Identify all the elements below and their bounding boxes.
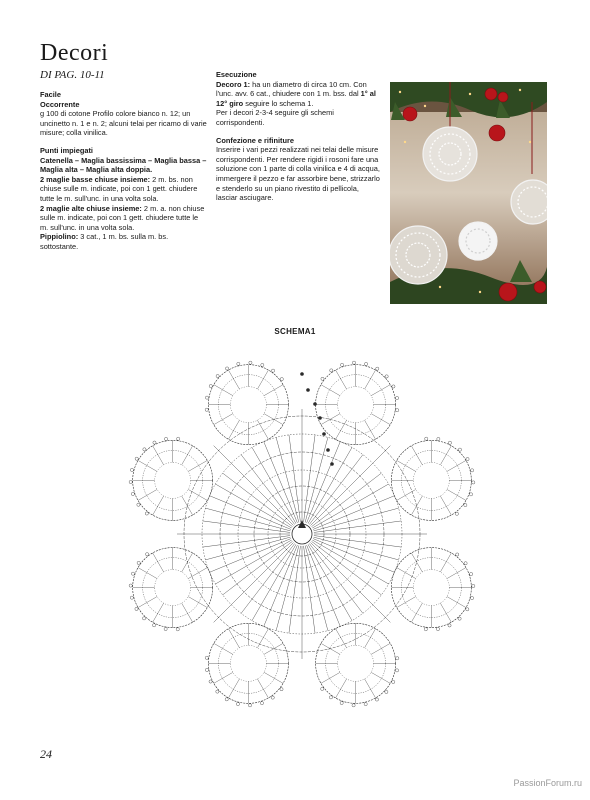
picot [396,657,399,660]
schema-label: SCHEMA1 [274,327,316,336]
difficulty-label: Facile [40,90,61,99]
decoro-paragraph [216,80,380,109]
picot [395,396,398,399]
petal-stitch [138,489,157,500]
petal-inner-row [155,462,191,498]
crochet-chart-svg [122,340,482,722]
stitch-post [304,546,315,633]
picot [225,698,228,701]
stitch-post [203,521,290,532]
picot [456,553,459,556]
stitch-post [309,544,363,614]
decoro-text-1: ha un diametro di circa 10 cm. Con l'unc. avv. 6 cat., chiudere con 1 m. bss. dal [216,79,367,99]
petal-stitch [182,446,193,465]
petal-stitch [321,414,340,425]
stitch-post [215,484,291,528]
petal-stitch [336,679,347,698]
stitch-post [312,540,388,584]
picot [209,680,212,683]
finish-heading: Confezione e rifiniture [216,135,295,145]
petal-stitch [411,446,422,465]
picot [249,361,252,364]
row-start-marker [306,388,310,392]
petal-stitch [182,553,193,572]
picot [470,596,473,599]
petal-stitch [188,460,207,471]
picot [216,374,219,377]
petal-stitch [138,568,157,579]
stitches-list: Catenella – Maglia bassissima – Maglia bassa – Maglia alta – Maglia alta doppia. [40,155,207,175]
picot [129,480,132,483]
picot [177,437,180,440]
petal-stitch [257,370,268,389]
petal-inner-row [230,387,266,423]
picot [236,702,239,705]
stitch-post [314,536,401,547]
petal-stitch [411,603,422,622]
picot [458,448,461,451]
picot [137,503,140,506]
stitch-def-2 [40,204,208,233]
picot [466,457,469,460]
picot [376,367,379,370]
picot [448,624,451,627]
petal-stitch [397,460,416,471]
picot [131,572,134,575]
petal-stitch [153,496,164,515]
petal-stitch [440,603,451,622]
picot [464,503,467,506]
picot [271,369,274,372]
picot [152,624,155,627]
stitch-post [312,541,382,595]
stitch-post [309,455,363,525]
decoro-text-3: Per i decori 2-3-4 seguire gli schemi corrispondenti. [216,108,334,127]
picot [135,457,138,460]
picot [472,481,475,484]
finish-text: Inserire i vari pezzi realizzati nei telai delle misure corrispondenti. Per rendere rigidi i rosoni fare una soluzione con 1 parte di colla vinilica e 4 di acqua, immergere il pezzo e far assorbire bene, strizzarlo e stenderlo su un piano rivestito di pellicola, lasciar asciugare. [216,145,380,203]
row-start-marker [313,402,317,406]
picot [261,363,264,366]
stitches-heading: Punti impiegati [40,145,93,155]
stitch-post [314,521,401,532]
stitch-post [241,544,295,614]
picot [164,627,167,630]
petal-stitch [264,385,283,396]
petal-stitch [371,643,390,654]
petal-stitch [365,629,376,648]
picot [352,704,355,707]
petal-stitch [264,643,283,654]
picot [375,698,378,701]
petal-stitch [153,603,164,622]
christmas-decor-photo [390,82,547,304]
picot [205,396,208,399]
petal-stitch [447,597,466,608]
picot [135,607,138,610]
petal-stitch [397,568,416,579]
picot [130,596,133,599]
stitch-post [241,455,295,525]
picot [385,690,388,693]
petal-stitch [397,597,416,608]
petal-stitch [264,672,283,683]
picot [137,561,140,564]
stitch-post [252,447,296,523]
right-text-column [216,70,380,203]
petal-inner-row [338,645,374,681]
picot [248,704,251,707]
picot [205,408,208,411]
picot [145,512,148,515]
petal-stitch [447,460,466,471]
photo-illustration [390,82,547,304]
petal-stitch [440,496,451,515]
stitch-def-3 [40,232,208,251]
petal-stitch [321,672,340,683]
picot [385,375,388,378]
picot [205,668,208,671]
petal-stitch [447,489,466,500]
exec-heading: Esecuzione [216,70,257,79]
picot [280,378,283,381]
stitch-post [312,473,382,527]
row-start-marker [318,416,322,420]
petal-stitch [397,489,416,500]
picot [352,361,355,364]
picot [436,627,439,630]
petal-stitch [257,420,268,439]
petal-stitch [371,385,390,396]
petal-stitch [257,629,268,648]
picot [146,553,149,556]
petal-stitch [321,385,340,396]
stitch-def-1-text: 2 m. bs. non chiuse sulle m. indicate, poi con 1 gett. chiudere tutte le m. sull'unc. in una volta sola. [40,174,198,203]
row-start-marker [322,432,326,436]
picot [209,384,212,387]
picot [321,687,324,690]
stitch-post [312,484,388,528]
picot [395,669,398,672]
picot [455,512,458,515]
petal-stitch [365,420,376,439]
petal-inner-row [230,645,266,681]
picot [464,562,467,565]
stitch-def-2-name: 2 maglie alte chiuse insieme: [40,203,142,213]
picot [458,617,461,620]
picot [392,385,395,388]
stitch-post [289,435,300,522]
petal-stitch [228,370,239,389]
picot [129,584,132,587]
picot [216,690,219,693]
row-start-marker [326,448,330,452]
petal-stitch [371,672,390,683]
picot [470,572,473,575]
picot [425,437,428,440]
left-text-column [40,90,208,252]
watermark: PassionForum.ru [513,778,582,788]
picot [469,493,472,496]
stitch-def-3-name: Pippiolino: [40,232,79,242]
petal-stitch [228,629,239,648]
picot [260,702,263,705]
picot [329,696,332,699]
stitch-post [308,447,352,523]
petal-stitch [182,603,193,622]
petal-stitch [138,597,157,608]
picot [142,617,145,620]
materials-heading: Occorrente [40,99,80,109]
petal-stitch [411,553,422,572]
petal-stitch [371,414,390,425]
stitch-post [215,540,291,584]
petal-stitch [411,496,422,515]
petal-stitch [214,672,233,683]
picot [143,448,146,451]
materials-text: g 100 di cotone Profilo colore bianco n. 12; un uncinetto n. 1 e n. 2; alcuni telai per ricamo di varie misure; colla vinilica. [40,109,207,138]
decoro-label: Decoro 1: [216,79,251,89]
decoro-range: 1° al 12° giro [216,89,376,108]
stitch-post [308,544,352,620]
stitch-post [252,544,296,620]
picot [131,492,134,495]
stitch-post [223,541,293,595]
petal-inner-row [155,570,191,606]
petal-stitch [365,370,376,389]
stitch-def-1-name: 2 maglie basse chiuse insieme: [40,174,151,184]
row-start-marker [330,462,334,466]
stitch-post [223,473,293,527]
petal-stitch [153,446,164,465]
decoro-text-2: seguire lo schema 1. [243,98,314,108]
petal-stitch [188,489,207,500]
stitch-post [203,536,290,547]
picot [448,441,451,444]
petal-stitch [138,460,157,471]
picot [466,608,469,611]
petal-stitch [336,370,347,389]
row-start-marker [300,372,304,376]
picot [271,696,274,699]
picot [280,688,283,691]
picot [340,363,343,366]
picot [176,628,179,631]
picot [424,628,427,631]
petal-stitch [182,496,193,515]
petal-stitch [153,553,164,572]
petal-stitch [440,553,451,572]
picot [471,469,474,472]
stitch-def-3-text: 3 cat., 1 m. bs. sulla m. bs. sottostante. [40,232,169,251]
petal-stitch [336,420,347,439]
picot [392,680,395,683]
picot [205,656,208,659]
petal-stitch [447,568,466,579]
stitch-def-2-text: 2 m. a. non chiuse sulle m. indicate, poi con 1 gett. chiudere tutte le m. sull'unc. in una volta sola. [40,203,205,232]
picot [237,362,240,365]
petal-stitch [214,414,233,425]
petal-inner-row [338,387,374,423]
page-title: Decori [40,40,109,66]
petal-stitch [336,629,347,648]
picot [321,377,324,380]
picot [472,584,475,587]
petal-stitch [188,568,207,579]
petal-stitch [264,414,283,425]
picot [153,441,156,444]
picot [130,468,133,471]
petal-inner-row [413,462,449,498]
petal-stitch [440,446,451,465]
stitch-def-1 [40,175,208,204]
petal-stitch [228,420,239,439]
petal-stitch [188,597,207,608]
stitch-post [289,546,300,633]
petal-stitch [214,643,233,654]
petal-stitch [228,679,239,698]
page-number: 24 [40,747,52,761]
picot [330,369,333,372]
picot [164,437,167,440]
petal-stitch [321,643,340,654]
petal-inner-row [413,570,449,606]
picot [396,409,399,412]
crochet-chart [122,340,482,722]
page-reference: DI PAG. 10-11 [40,69,105,81]
stitch-post [304,435,315,522]
picot [364,362,367,365]
picot [340,701,343,704]
petal-stitch [365,679,376,698]
picot [225,367,228,370]
picot [437,437,440,440]
picot [364,703,367,706]
petal-stitch [214,385,233,396]
petal-stitch [257,679,268,698]
